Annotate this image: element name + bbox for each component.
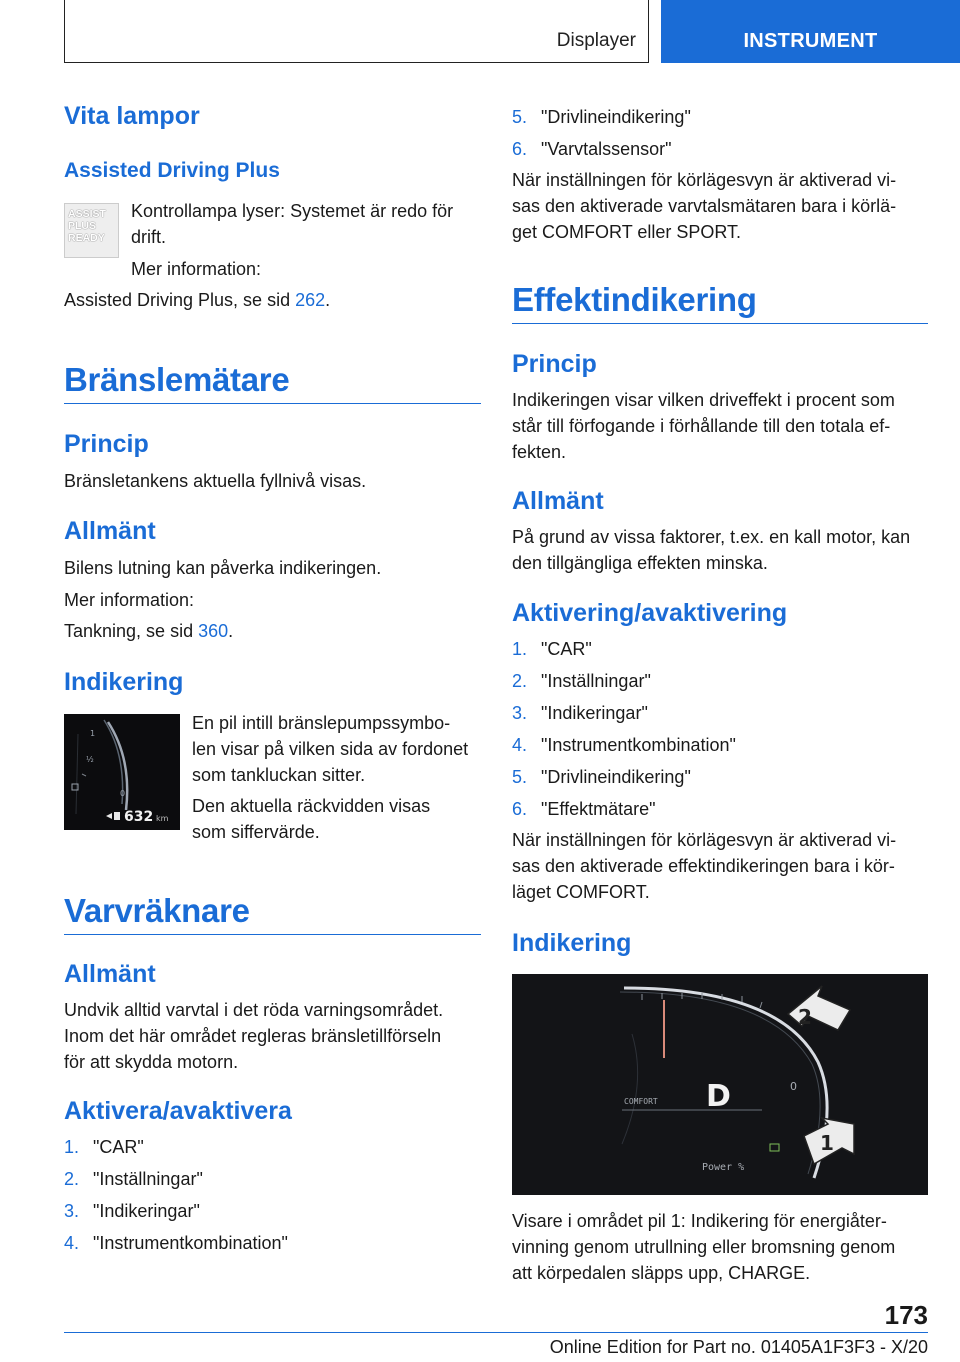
chapter-tab: INSTRUMENT xyxy=(661,0,960,63)
icon-text-3: READY xyxy=(68,232,105,244)
list-text: "Varvtalssensor" xyxy=(541,139,672,159)
power-gauge-graphic xyxy=(512,974,928,1195)
edition-footer: Online Edition for Part no. 01405A1F3F3 - X/20 xyxy=(549,1337,928,1357)
list-text: "Indikeringar" xyxy=(93,1201,200,1221)
power-gauge-image xyxy=(512,974,928,1195)
list-text: "CAR" xyxy=(541,639,592,659)
heading-rpm-aktivera: Aktivera/avaktivera xyxy=(64,1097,292,1125)
adp-more-info: Mer information: xyxy=(131,259,262,279)
heading-fuel-allmant: Allmänt xyxy=(64,517,156,545)
eff-allmant-line-1: På grund av vissa faktorer, t.ex. en kall motor, kan xyxy=(512,527,911,547)
eff-allmant-line-2: den tillgängliga effekten minska. xyxy=(512,553,768,573)
fuel-ref-end: . xyxy=(228,621,234,641)
list-number: 4. xyxy=(512,735,528,755)
eff-note-line-2: sas den aktiverade effektindikeringen bara i kör- xyxy=(512,856,895,876)
heading-varvraknare: Varvräknare xyxy=(64,892,250,929)
list-text: "Inställningar" xyxy=(93,1169,203,1189)
fuel-pump-small-icon xyxy=(114,812,120,820)
heading-fuel-princip: Princip xyxy=(64,430,149,458)
eff-caption-line-3: att körpedalen släpps upp, CHARGE. xyxy=(512,1263,811,1283)
rpm-note-line-1: När inställningen för körlägesvyn är aktiverad vi- xyxy=(512,170,897,190)
fuel-princip-text: Bränsletankens aktuella fyllnivå visas. xyxy=(64,471,367,491)
page-number: 173 xyxy=(884,1300,928,1330)
list-text: "Indikeringar" xyxy=(541,703,648,723)
drive-mode-label: COMFORT xyxy=(624,1097,658,1106)
adp-line-1: Kontrollampa lyser: Systemet är redo för xyxy=(131,201,454,221)
heading-bransle-matare: Bränslemätare xyxy=(64,361,290,398)
heading-assisted-driving-plus: Assisted Driving Plus xyxy=(64,159,280,182)
assist-plus-ready-icon xyxy=(64,203,119,258)
section-tab xyxy=(64,0,649,63)
list-text: "Drivlineindikering" xyxy=(541,767,691,787)
list-number: 4. xyxy=(64,1233,80,1253)
fuel-ind2-line-2: som siffervärde. xyxy=(192,822,320,842)
fuel-ind2-line-1: Den aktuella räckvidden visas xyxy=(192,796,431,816)
list-text: "Effektmätare" xyxy=(541,799,656,819)
list-number: 5. xyxy=(512,107,528,127)
list-text: "Drivlineindikering" xyxy=(541,107,691,127)
rpm-allmant-line-1: Undvik alltid varvtal i det röda varningsområdet. xyxy=(64,1000,444,1020)
rpm-allmant-line-3: för att skydda motorn. xyxy=(64,1052,239,1072)
arrow-2-label: 2 xyxy=(798,1005,812,1029)
list-text: "Instrumentkombination" xyxy=(93,1233,288,1253)
heading-eff-princip: Princip xyxy=(512,350,597,378)
fuel-allmant-text: Bilens lutning kan påverka indikeringen. xyxy=(64,558,382,578)
section-rule xyxy=(512,323,928,324)
battery-icon xyxy=(770,1144,779,1151)
footer-rule xyxy=(64,1332,928,1333)
eff-princip-line-2: står till förfogande i förhållande till den totala ef- xyxy=(512,416,891,436)
heading-eff-indikering: Indikering xyxy=(512,929,632,957)
eff-note-line-3: läget COMFORT. xyxy=(512,882,650,902)
page-header xyxy=(0,0,960,66)
power-percent-label: Power % xyxy=(702,1162,745,1173)
heading-vita-lampor: Vita lampor xyxy=(64,102,200,130)
icon-text-2: PLUS xyxy=(68,220,97,232)
arrow-1-icon xyxy=(804,1118,854,1164)
arrow-2-icon xyxy=(788,986,850,1030)
list-text: "Instrumentkombination" xyxy=(541,735,736,755)
fuel-page-link[interactable]: 360 xyxy=(198,621,229,641)
heading-fuel-indikering: Indikering xyxy=(64,668,184,696)
power-scale-0: 0 xyxy=(790,1080,797,1093)
fuel-scale-0: 0 xyxy=(120,789,126,798)
icon-text-1: ASSIST xyxy=(68,208,106,220)
rpm-note-line-3: get COMFORT eller SPORT. xyxy=(512,222,742,242)
eff-caption-line-2: vinning genom utrullning eller bromsning genom xyxy=(512,1237,896,1257)
heading-eff-allmant: Allmänt xyxy=(512,487,604,515)
heading-effektindikering: Effektindikering xyxy=(512,281,757,318)
list-number: 6. xyxy=(512,799,528,819)
heading-eff-aktivering: Aktivering/avaktivering xyxy=(512,599,788,627)
list-number: 2. xyxy=(512,671,528,691)
fuel-scale-half: ½ xyxy=(86,755,94,764)
list-number: 2. xyxy=(64,1169,80,1189)
list-number: 1. xyxy=(64,1137,80,1157)
eff-caption-line-1: Visare i området pil 1: Indikering för energiåter- xyxy=(512,1211,887,1231)
fuel-ind-line-2: len visar på vilken sida av fordonet xyxy=(192,739,469,759)
fuel-ind-line-1: En pil intill bränslepumpssymbo- xyxy=(192,713,451,733)
eff-princip-line-1: Indikeringen visar vilken driveffekt i procent som xyxy=(512,390,895,410)
fuel-reference xyxy=(64,618,233,644)
adp-page-link[interactable]: 262 xyxy=(295,290,326,310)
adp-ref-text: Assisted Driving Plus, se sid xyxy=(64,290,296,310)
section-rule xyxy=(64,934,481,935)
fuel-ind-line-3: som tankluckan sitter. xyxy=(192,765,366,785)
gear-indicator: D xyxy=(706,1079,731,1114)
fuel-side-arrow-icon xyxy=(106,813,112,819)
heading-rpm-allmant: Allmänt xyxy=(64,960,156,988)
fuel-range-unit: km xyxy=(156,814,169,823)
list-number: 5. xyxy=(512,767,528,787)
list-number: 3. xyxy=(512,703,528,723)
fuel-more-info: Mer information: xyxy=(64,590,195,610)
list-text: "Inställningar" xyxy=(541,671,651,691)
eff-princip-line-3: fekten. xyxy=(512,442,567,462)
rpm-note-line-2: sas den aktiverade varvtalsmätaren bara i körlä- xyxy=(512,196,897,216)
rpm-allmant-line-2: Inom det här området regleras bränsletillförseln xyxy=(64,1026,442,1046)
list-text: "CAR" xyxy=(93,1137,144,1157)
list-number: 3. xyxy=(64,1201,80,1221)
fuel-scale-1: 1 xyxy=(90,729,96,738)
adp-ref-end: . xyxy=(325,290,331,310)
adp-line-2: drift. xyxy=(131,227,167,247)
list-number: 1. xyxy=(512,639,528,659)
fuel-range-value: 632 xyxy=(124,809,154,825)
arrow-1-label: 1 xyxy=(820,1131,834,1155)
section-rule xyxy=(64,403,481,404)
list-number: 6. xyxy=(512,139,528,159)
fuel-gauge-image xyxy=(64,714,180,830)
eff-note-line-1: När inställningen för körlägesvyn är aktiverad vi- xyxy=(512,830,897,850)
adp-reference xyxy=(64,287,330,313)
fuel-gauge-graphic xyxy=(64,714,180,830)
section-title: Displayer xyxy=(556,30,636,51)
fuel-ref-text: Tankning, se sid xyxy=(64,621,199,641)
